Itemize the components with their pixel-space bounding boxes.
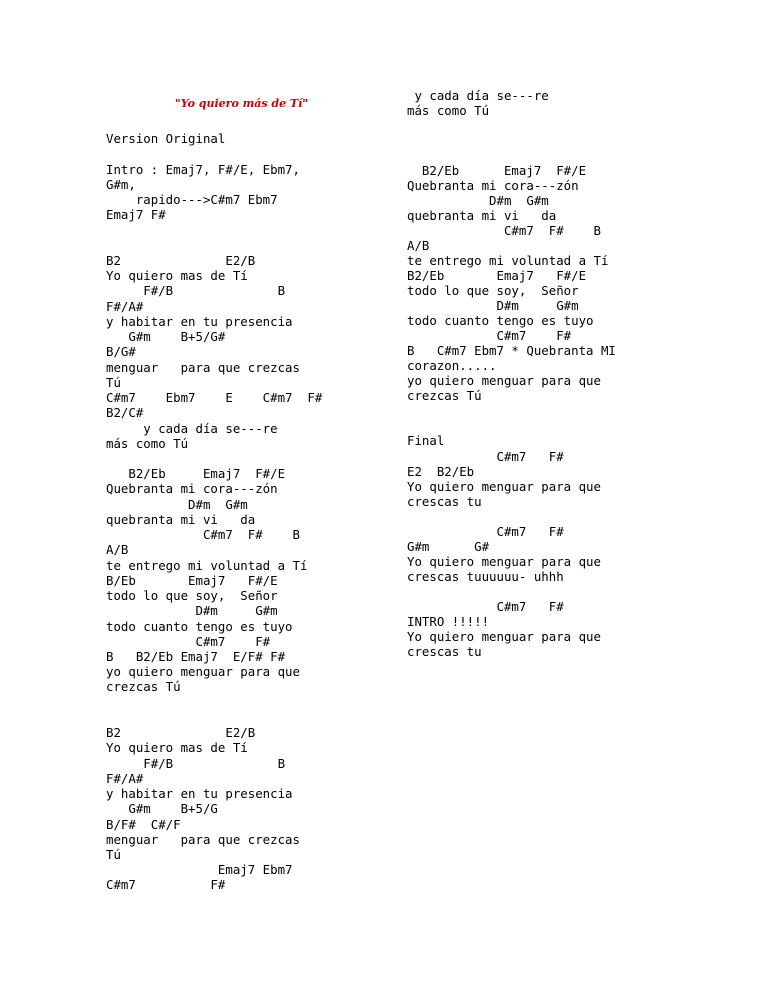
text-line: crescas tu [407,644,482,659]
text-line: INTRO !!!!! [407,614,490,629]
text-line: B/G# [106,344,136,359]
text-line: C#m7 F# [407,449,564,464]
text-line: más como Tú [407,103,490,118]
text-line: quebranta mi vi da [407,208,557,223]
text-line: C#m7 F# [407,524,564,539]
text-line: B2 E2/B [106,725,256,740]
text-line: todo cuanto tengo es tuyo [407,313,594,328]
text-line: todo lo que soy, Señor [407,283,579,298]
text-line: C#m7 F# [407,328,572,343]
text-line: Yo quiero mas de Tí [106,740,248,755]
text-line: B2/Eb Emaj7 F#/E [106,466,286,481]
text-line: y habitar en tu presencia [106,314,293,329]
text-line: y habitar en tu presencia [106,786,293,801]
text-line: y cada día se---re [106,421,278,436]
text-line: B C#m7 Ebm7 * Quebranta MI [407,343,616,358]
text-line: B/F# C#/F [106,817,181,832]
text-line: Yo quiero menguar para que [407,554,601,569]
text-line: yo quiero menguar para que [106,664,300,679]
text-line: C#m7 F# [106,877,226,892]
text-line: más como Tú [106,436,189,451]
text-line: B2/C# [106,405,144,420]
text-line: A/B [407,238,430,253]
text-line: corazon..... [407,358,497,373]
text-line: Intro : Emaj7, F#/E, Ebm7, [106,162,300,177]
text-line: yo quiero menguar para que [407,373,601,388]
text-line: D#m G#m [407,193,549,208]
text-line: Emaj7 Ebm7 [106,862,293,877]
text-line: D#m G#m [407,298,579,313]
text-line: F#/B B [106,756,286,771]
text-line: Quebranta mi cora---zón [407,178,579,193]
text-line: D#m G#m [106,497,248,512]
text-line: rapido--->C#m7 Ebm7 [106,192,278,207]
text-line: C#m7 F# [407,599,564,614]
text-line: menguar para que crezcas [106,832,300,847]
song-title: "Yo quiero más de Tí" [175,97,309,110]
text-line: menguar para que crezcas [106,360,300,375]
text-line: F#/B B [106,283,286,298]
text-line: quebranta mi vi da [106,512,256,527]
text-line: B B2/Eb Emaj7 E/F# F# [106,649,286,664]
text-line: y cada día se---re [407,88,549,103]
text-line: C#m7 F# B [407,223,601,238]
text-line: B2 E2/B [106,253,256,268]
text-line: G#m G# [407,539,490,554]
text-line: crescas tu [407,494,482,509]
text-line: Yo quiero mas de Tí [106,268,248,283]
text-line: F#/A# [106,299,144,314]
text-line: te entrego mi voluntad a Tí [106,558,308,573]
text-line: B2/Eb Emaj7 F#/E [407,163,587,178]
text-line: todo lo que soy, Señor [106,588,278,603]
text-line: G#m, [106,177,136,192]
text-line: Quebranta mi cora---zón [106,481,278,496]
text-line: crezcas Tú [106,679,181,694]
text-line: Tú [106,375,121,390]
text-line: Version Original [106,131,226,146]
text-line: C#m7 Ebm7 E C#m7 F# [106,390,323,405]
section-heading-final: Final [407,433,445,448]
text-line: te entrego mi voluntad a Tí [407,253,609,268]
text-line: C#m7 F# [106,634,271,649]
text-line: todo cuanto tengo es tuyo [106,619,293,634]
text-line: G#m B+5/G# [106,329,226,344]
text-line: Tú [106,847,121,862]
text-line: G#m B+5/G [106,801,218,816]
text-line: F#/A# [106,771,144,786]
text-line: Yo quiero menguar para que [407,479,601,494]
text-line: Yo quiero menguar para que [407,629,601,644]
text-line: B2/Eb Emaj7 F#/E [407,268,587,283]
text-line: Emaj7 F# [106,207,166,222]
text-line: crezcas Tú [407,388,482,403]
text-line: A/B [106,542,129,557]
text-line: crescas tuuuuuu- uhhh [407,569,564,584]
text-line: B/Eb Emaj7 F#/E [106,573,278,588]
text-line: C#m7 F# B [106,527,300,542]
text-line: D#m G#m [106,603,278,618]
text-line: E2 B2/Eb [407,464,475,479]
